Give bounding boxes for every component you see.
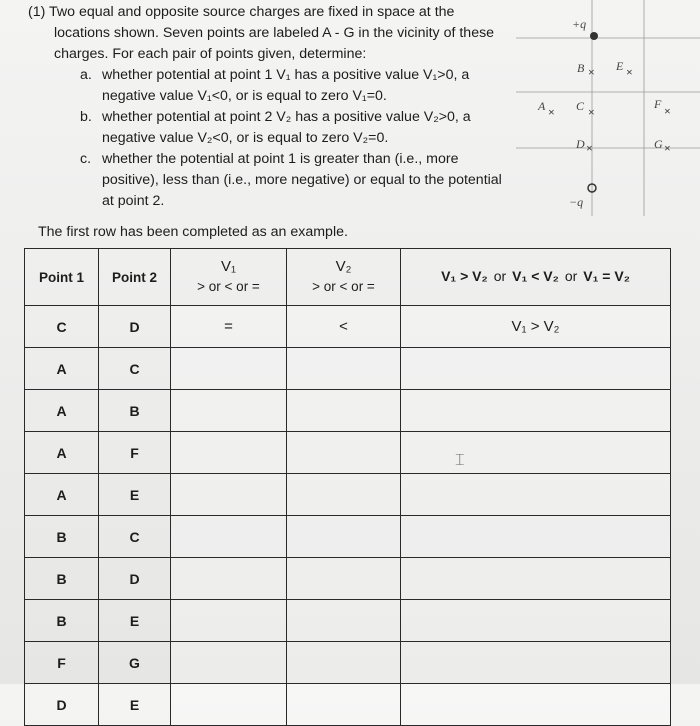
point1-cell: D — [25, 684, 99, 726]
item-c-line-3: at point 2. — [102, 193, 165, 209]
table-row — [25, 474, 671, 516]
header-compare — [401, 249, 671, 306]
point2-cell: C — [99, 348, 171, 390]
point2-cell: C — [99, 516, 171, 558]
v2-answer-cell[interactable] — [287, 558, 401, 600]
item-b — [28, 107, 508, 149]
table-row — [25, 432, 671, 474]
v2-answer-cell[interactable] — [287, 642, 401, 684]
compare-answer-cell[interactable] — [401, 432, 671, 474]
table-row — [25, 642, 671, 684]
v2-answer-cell[interactable] — [287, 474, 401, 516]
header-v1-symbol: V₁ — [220, 258, 237, 275]
point1-cell: B — [25, 558, 99, 600]
compare-answer-cell[interactable] — [401, 348, 671, 390]
table-row — [25, 600, 671, 642]
table-row — [25, 348, 671, 390]
v1-answer-cell[interactable] — [171, 684, 287, 726]
intro-line-2: locations shown. Seven points are labeled A - G in the vicinity of these — [54, 25, 495, 41]
intro-line-3: charges. For each pair of points given, determine: — [54, 46, 367, 62]
item-a-label: a. — [80, 67, 92, 83]
point2-cell: E — [99, 474, 171, 516]
point-f-marker: × — [664, 104, 671, 118]
positive-charge-label: +q — [572, 17, 587, 31]
compare-answer-cell[interactable] — [401, 390, 671, 432]
item-c-label: c. — [80, 151, 92, 167]
table-row — [25, 684, 671, 726]
table-row — [25, 306, 671, 348]
v2-answer-cell[interactable]: < — [287, 306, 401, 348]
v1-answer-cell[interactable] — [171, 474, 287, 516]
header-v2-options: > or < or = — [312, 279, 375, 294]
compare-answer-cell[interactable] — [401, 474, 671, 516]
item-b-line-2: negative value V₂<0, or is equal to zero V₂=0. — [102, 130, 389, 146]
table-header-row — [25, 249, 671, 306]
question-text — [28, 2, 508, 212]
answer-table — [24, 248, 671, 726]
positive-charge-dot — [590, 32, 598, 40]
point-g-label: G — [654, 137, 663, 151]
v2-answer-cell[interactable] — [287, 516, 401, 558]
v2-answer-cell[interactable] — [287, 432, 401, 474]
point2-cell: E — [99, 684, 171, 726]
point-c-marker: × — [588, 105, 595, 119]
header-v2 — [287, 249, 401, 306]
item-b-label: b. — [80, 109, 92, 125]
v1-answer-cell[interactable] — [171, 348, 287, 390]
negative-charge-label: −q — [569, 195, 584, 209]
point-e-marker: × — [626, 65, 633, 79]
point-e-label: E — [616, 59, 624, 73]
header-compare-or-2: or — [564, 268, 578, 284]
text-cursor-icon: ⌶ — [455, 452, 465, 469]
point1-cell: B — [25, 516, 99, 558]
point-b-label: B — [577, 61, 585, 75]
v1-answer-cell[interactable] — [171, 432, 287, 474]
header-point2: Point 2 — [99, 249, 171, 306]
point2-cell: F — [99, 432, 171, 474]
point1-cell: F — [25, 642, 99, 684]
v2-answer-cell[interactable] — [287, 390, 401, 432]
header-compare-a: V₁ > V₂ — [441, 268, 488, 284]
compare-answer-cell[interactable] — [401, 516, 671, 558]
point1-cell: A — [25, 348, 99, 390]
v1-answer-cell[interactable] — [171, 390, 287, 432]
table-row — [25, 558, 671, 600]
point2-cell: D — [99, 306, 171, 348]
point2-cell: D — [99, 558, 171, 600]
item-a — [28, 65, 508, 107]
compare-answer-cell[interactable] — [401, 600, 671, 642]
point-d-marker: × — [586, 141, 593, 155]
point-f-label: F — [654, 97, 662, 111]
point2-cell: B — [99, 390, 171, 432]
point-c-label: C — [576, 99, 585, 113]
point1-cell: A — [25, 474, 99, 516]
table-row — [25, 516, 671, 558]
item-a-line-1: whether potential at point 1 V₁ has a positive value V₁>0, a — [102, 67, 470, 83]
v1-answer-cell[interactable] — [171, 642, 287, 684]
point-g-marker: × — [664, 141, 671, 155]
point2-cell: G — [99, 642, 171, 684]
item-b-line-1: whether potential at point 2 V₂ has a positive value V₂>0, a — [102, 109, 471, 125]
point1-cell: C — [25, 306, 99, 348]
header-v1-options: > or < or = — [197, 279, 260, 294]
v1-answer-cell[interactable]: = — [171, 306, 287, 348]
compare-answer-cell[interactable] — [401, 558, 671, 600]
v1-answer-cell[interactable] — [171, 558, 287, 600]
intro-line-1: (1) Two equal and opposite source charges are fixed in space at the — [28, 4, 455, 20]
point-a-label: A — [538, 99, 546, 113]
example-note: The first row has been completed as an example. — [38, 224, 348, 240]
point-a-marker: × — [548, 105, 555, 119]
header-compare-b: V₁ < V₂ — [512, 268, 559, 284]
point1-cell: B — [25, 600, 99, 642]
point2-cell: E — [99, 600, 171, 642]
v1-answer-cell[interactable] — [171, 516, 287, 558]
item-a-line-2: negative value V₁<0, or is equal to zero V₁=0. — [102, 88, 387, 104]
header-v1 — [171, 249, 287, 306]
v2-answer-cell[interactable] — [287, 600, 401, 642]
point1-cell: A — [25, 432, 99, 474]
compare-answer-cell[interactable]: V₁ > V₂ — [401, 306, 671, 348]
header-point1: Point 1 — [25, 249, 99, 306]
v2-answer-cell[interactable] — [287, 684, 401, 726]
header-compare-c: V₁ = V₂ — [583, 268, 630, 284]
item-c-line-2: positive), less than (i.e., more negative) or equal to the potential — [102, 172, 502, 188]
point-d-label: D — [576, 137, 585, 151]
header-v2-symbol: V₂ — [335, 258, 352, 275]
table-row — [25, 390, 671, 432]
point-b-marker: × — [588, 65, 595, 79]
compare-answer-cell[interactable] — [401, 642, 671, 684]
point1-cell: A — [25, 390, 99, 432]
item-c — [28, 149, 508, 212]
item-c-line-1: whether the potential at point 1 is greater than (i.e., more — [102, 151, 459, 167]
compare-answer-cell[interactable] — [401, 684, 671, 726]
header-compare-or-1: or — [493, 268, 507, 284]
charge-diagram — [514, 0, 700, 216]
v2-answer-cell[interactable] — [287, 348, 401, 390]
v1-answer-cell[interactable] — [171, 600, 287, 642]
